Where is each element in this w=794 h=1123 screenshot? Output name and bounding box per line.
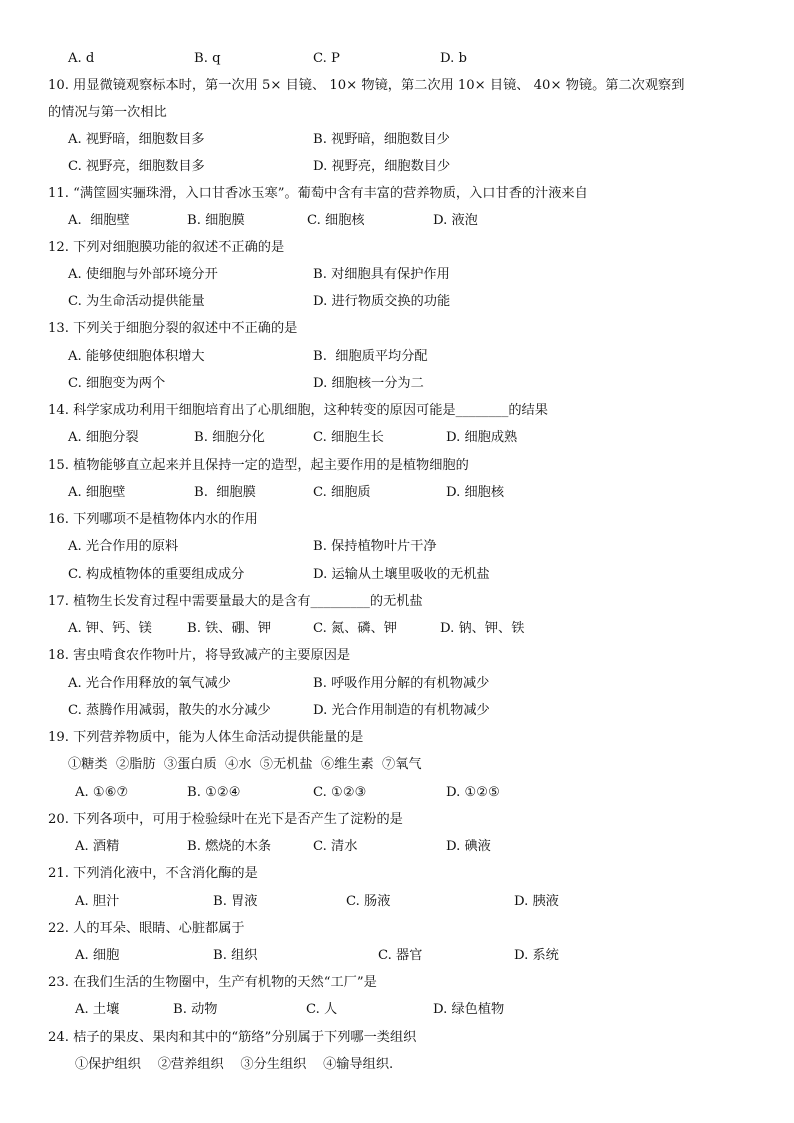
q23-stem: 23. 在我们生活的生物圈中，生产有机物的天然“工厂”是 [48, 975, 377, 990]
q17-option-d: D. 钠、钾、铁 [440, 621, 525, 636]
q23-option-d: D. 绿色植物 [433, 1002, 505, 1017]
q14-option-a: A. 细胞分裂 [68, 430, 139, 445]
q17-option-a: A. 钾、钙、镁 [68, 621, 152, 636]
q21-option-b: B. 胃液 [213, 894, 258, 909]
q9-option-d: D. b [440, 51, 467, 66]
q21-option-d: D. 胰液 [514, 894, 559, 909]
q15-stem: 15. 植物能够直立起来并且保持一定的造型，起主要作用的是植物细胞的 [48, 458, 469, 473]
q19-option-b: B. ①②④ [187, 785, 241, 800]
q10-stem: 10. 用显微镜观察标本时，第一次用 5× 目镜、 10× 物镜，第二次用 10× 目镜、 40× 物镜。第二次观察到 [48, 78, 685, 93]
q17-stem: 17. 植物生长发育过程中需要量最大的是含有_________的无机盐 [48, 594, 423, 609]
q10-option-d: D. 视野亮，细胞数目少 [313, 159, 451, 174]
q9-option-c: C. P [313, 51, 340, 66]
q22-stem: 22. 人的耳朵、眼睛、心脏都属于 [48, 921, 245, 936]
q13-option-a: A. 能够使细胞体积增大 [68, 349, 205, 364]
q18-option-c: C. 蒸腾作用减弱，散失的水分减少 [68, 703, 271, 718]
q22-option-c: C. 器官 [378, 948, 423, 963]
q15-option-b: B. 细胞膜 [194, 485, 256, 500]
q15-option-c: C. 细胞质 [313, 485, 371, 500]
q10-stem-cont: 的情况与第一次相比 [48, 105, 167, 120]
q16-stem: 16. 下列哪项不是植物体内水的作用 [48, 512, 258, 527]
q17-option-c: C. 氮、磷、钾 [313, 621, 397, 636]
q13-option-b: B. 细胞质平均分配 [313, 349, 428, 364]
q11-option-d: D. 液泡 [433, 213, 478, 228]
q19-option-a: A. ①⑥⑦ [75, 785, 129, 800]
q21-stem: 21. 下列消化液中，不含消化酶的是 [48, 866, 258, 881]
q20-stem: 20. 下列各项中，可用于检验绿叶在光下是否产生了淀粉的是 [48, 812, 403, 827]
q14-option-b: B. 细胞分化 [194, 430, 265, 445]
q18-option-d: D. 光合作用制造的有机物减少 [313, 703, 490, 718]
q14-option-d: D. 细胞成熟 [446, 430, 518, 445]
q12-option-a: A. 使细胞与外部环境分开 [68, 267, 218, 282]
q10-option-c: C. 视野亮，细胞数目多 [68, 159, 205, 174]
q15-option-d: D. 细胞核 [446, 485, 505, 500]
q12-option-b: B. 对细胞具有保护作用 [313, 267, 450, 282]
q22-option-b: B. 组织 [213, 948, 258, 963]
q16-option-a: A. 光合作用的原料 [68, 539, 179, 554]
q21-option-a: A. 胆汁 [75, 894, 120, 909]
q10-option-b: B. 视野暗，细胞数目少 [313, 132, 450, 147]
q9-option-a: A. d [68, 51, 95, 66]
q23-option-b: B. 动物 [173, 1002, 218, 1017]
q20-option-a: A. 酒精 [75, 839, 120, 854]
q16-option-c: C. 构成植物体的重要组成成分 [68, 567, 245, 582]
q20-option-c: C. 清水 [313, 839, 358, 854]
q11-stem: 11. “满筐圆实骊珠滑，入口甘香冰玉寒”。葡萄中含有丰富的营养物质，入口甘香的汁液来自 [48, 186, 588, 201]
q18-option-b: B. 呼吸作用分解的有机物减少 [313, 676, 490, 691]
q13-option-c: C. 细胞变为两个 [68, 376, 166, 391]
q13-stem: 13. 下列关于细胞分裂的叙述中不正确的是 [48, 321, 298, 336]
q13-option-d: D. 细胞核一分为二 [313, 376, 424, 391]
q14-option-c: C. 细胞生长 [313, 430, 384, 445]
q16-option-d: D. 运输从土壤里吸收的无机盐 [313, 567, 490, 582]
q19-stem: 19. 下列营养物质中，能为人体生命活动提供能量的是 [48, 730, 364, 745]
q20-option-d: D. 碘液 [446, 839, 491, 854]
q11-option-a: A. 细胞壁 [68, 213, 130, 228]
q18-stem: 18. 害虫啃食农作物叶片，将导致减产的主要原因是 [48, 648, 351, 663]
q12-option-c: C. 为生命活动提供能量 [68, 294, 205, 309]
q22-option-d: D. 系统 [514, 948, 559, 963]
q18-option-a: A. 光合作用释放的氧气减少 [68, 676, 231, 691]
q11-option-c: C. 细胞核 [307, 213, 365, 228]
q11-option-b: B. 细胞膜 [187, 213, 245, 228]
q24-items: ①保护组织 ②营养组织 ③分生组织 ④输导组织. [75, 1057, 394, 1072]
q17-option-b: B. 铁、硼、钾 [187, 621, 272, 636]
q23-option-a: A. 土壤 [75, 1002, 120, 1017]
q14-stem: 14. 科学家成功利用干细胞培育出了心肌细胞，这种转变的原因可能是________的结果 [48, 403, 548, 418]
q15-option-a: A. 细胞壁 [68, 485, 126, 500]
q19-option-d: D. ①②⑤ [446, 785, 500, 800]
q9-option-b: B. q [194, 51, 221, 66]
q20-option-b: B. 燃烧的木条 [187, 839, 272, 854]
q21-option-c: C. 肠液 [346, 894, 391, 909]
q24-stem: 24. 桔子的果皮、果肉和其中的“筋络”分别属于下列哪一类组织 [48, 1030, 417, 1045]
q22-option-a: A. 细胞 [75, 948, 120, 963]
q19-items: ①糖类 ②脂肪 ③蛋白质 ④水 ⑤无机盐 ⑥维生素 ⑦氧气 [68, 757, 422, 772]
q23-option-c: C. 人 [306, 1002, 338, 1017]
q10-option-a: A. 视野暗，细胞数目多 [68, 132, 205, 147]
q19-option-c: C. ①②③ [313, 785, 367, 800]
q16-option-b: B. 保持植物叶片干净 [313, 539, 437, 554]
q12-stem: 12. 下列对细胞膜功能的叙述不正确的是 [48, 240, 285, 255]
q12-option-d: D. 进行物质交换的功能 [313, 294, 451, 309]
